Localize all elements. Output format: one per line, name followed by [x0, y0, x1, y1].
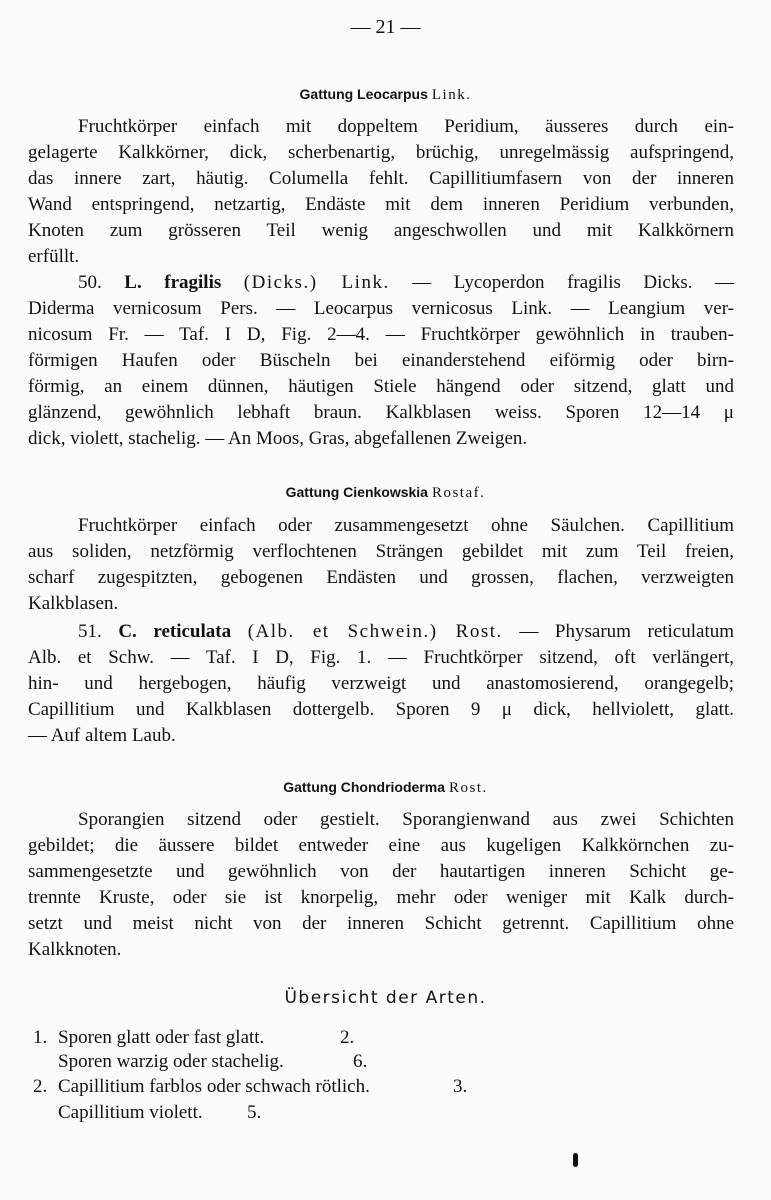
- species-number: 51.: [78, 621, 102, 642]
- species-synonym: — Lycoperdon fragilis Dicks. —: [412, 272, 735, 293]
- text-line: nicosum Fr. — Taf. I D, Fig. 2—4. — Fruchtkörper gewöhnlich in trauben-: [28, 324, 734, 345]
- genus-name: Gattung Leocarpus: [299, 86, 428, 102]
- text-line: trennte Kruste, oder sie ist knorpelig, mehr oder weniger mit Kalk durch-: [28, 887, 734, 908]
- text-line: Wand entspringend, netzartig, Endäste mit dem inneren Peridium verbunden,: [28, 194, 734, 215]
- text-line: Kalkknoten.: [28, 939, 122, 960]
- species-name: L. fragilis: [124, 272, 222, 293]
- text-line: förmigen Haufen oder Büscheln bei einanderstehend eiförmig oder birn-: [28, 350, 734, 371]
- species-first-line: [28, 270, 734, 296]
- text-line: — Auf altem Laub.: [28, 725, 176, 746]
- genus-heading-cienkowskia: [0, 484, 771, 502]
- text-line: sammengesetzte und gewöhnlich von der hautartigen inneren Schicht ge-: [28, 861, 734, 882]
- page-number: — 21 —: [350, 16, 421, 38]
- text-line: Fruchtkörper einfach mit doppeltem Peridium, äusseres durch ein-: [78, 116, 734, 137]
- text-line: Knoten zum grösseren Teil wenig angeschwollen und mit Kalkkörnern: [28, 220, 734, 241]
- text-line: Kalkblasen.: [28, 593, 119, 614]
- species-synonym: — Physarum reticulatum: [519, 621, 735, 642]
- text-line: erfüllt.: [28, 246, 80, 267]
- text-line: dick, violett, stachelig. — An Moos, Gras, abgefallenen Zweigen.: [28, 428, 528, 449]
- key-row-text: Capillitium violett.: [58, 1102, 203, 1123]
- species-authority: (Alb. et Schwein.) Rost.: [247, 621, 503, 642]
- genus-author: Rostaf.: [431, 485, 486, 501]
- key-title: Übersicht der Arten.: [284, 988, 487, 1008]
- genus-description-cienkowskia: [28, 513, 734, 617]
- text-line: förmig, an einem dünnen, häutigen Stiele hängend oder sitzend, glatt und: [28, 376, 734, 397]
- species-name: C. reticulata: [118, 621, 232, 642]
- key-row-reference: 2.: [340, 1027, 355, 1048]
- species-entry-50: [28, 270, 734, 452]
- text-line: Capillitium und Kalkblasen dottergelb. Sporen 9 μ dick, hellviolett, glatt.: [28, 699, 734, 720]
- genus-name: Gattung Chondrioderma: [283, 779, 445, 795]
- text-line: setzt und meist nicht von der inneren Schicht getrennt. Capillitium ohne: [28, 913, 734, 934]
- key-row-text: Capillitium farblos oder schwach rötlich.: [58, 1076, 370, 1097]
- key-row-text: Sporen warzig oder stachelig.: [58, 1051, 284, 1072]
- text-line: gebildet; die äussere bildet entweder eine aus kugeligen Kalkkörnchen zu-: [28, 835, 734, 856]
- species-authority: (Dicks.) Link.: [243, 272, 390, 293]
- species-first-line: [28, 619, 734, 645]
- genus-description-leocarpus: [28, 114, 734, 270]
- text-line: Fruchtkörper einfach oder zusammengesetzt ohne Säulchen. Capillitium: [78, 515, 734, 536]
- text-line: Alb. et Schw. — Taf. I D, Fig. 1. — Fruchtkörper sitzend, oft verlängert,: [28, 647, 734, 668]
- text-line: gelagerte Kalkkörner, dick, scherbenartig, brüchig, unregelmässig aufspringend,: [28, 142, 734, 163]
- key-row-reference: 5.: [247, 1102, 262, 1123]
- text-line: hin- und hergebogen, häufig verzweigt und anastomosierend, orangegelb;: [28, 673, 734, 694]
- genus-heading-chondrioderma: [0, 779, 771, 797]
- key-row-number: 1.: [33, 1027, 48, 1048]
- text-line: Diderma vernicosum Pers. — Leocarpus vernicosus Link. — Leangium ver-: [28, 298, 734, 319]
- genus-author: Rost.: [449, 780, 488, 796]
- genus-description-chondrioderma: [28, 807, 734, 963]
- text-line: aus soliden, netzförmig verflochtenen Strängen gebildet mit zum Teil freien,: [28, 541, 734, 562]
- genus-heading-leocarpus: [0, 86, 771, 104]
- text-line: glänzend, gewöhnlich lebhaft braun. Kalkblasen weiss. Sporen 12—14 μ: [28, 402, 734, 423]
- key-row-number: 2.: [33, 1076, 48, 1097]
- ink-blot: [573, 1153, 578, 1167]
- key-row-text: Sporen glatt oder fast glatt.: [58, 1027, 265, 1048]
- key-row-reference: 6.: [353, 1051, 368, 1072]
- text-line: das innere zart, häutig. Columella fehlt. Capillitiumfasern von der inneren: [28, 168, 734, 189]
- genus-name: Gattung Cienkowskia: [285, 484, 428, 500]
- text-line: scharf zugespitzten, gebogenen Endästen und grossen, flachen, verzweigten: [28, 567, 734, 588]
- text-line: Sporangien sitzend oder gestielt. Sporangienwand aus zwei Schichten: [78, 809, 734, 830]
- genus-author: Link.: [431, 87, 472, 103]
- species-number: 50.: [78, 272, 102, 293]
- species-entry-51: [28, 619, 734, 749]
- key-row-reference: 3.: [453, 1076, 468, 1097]
